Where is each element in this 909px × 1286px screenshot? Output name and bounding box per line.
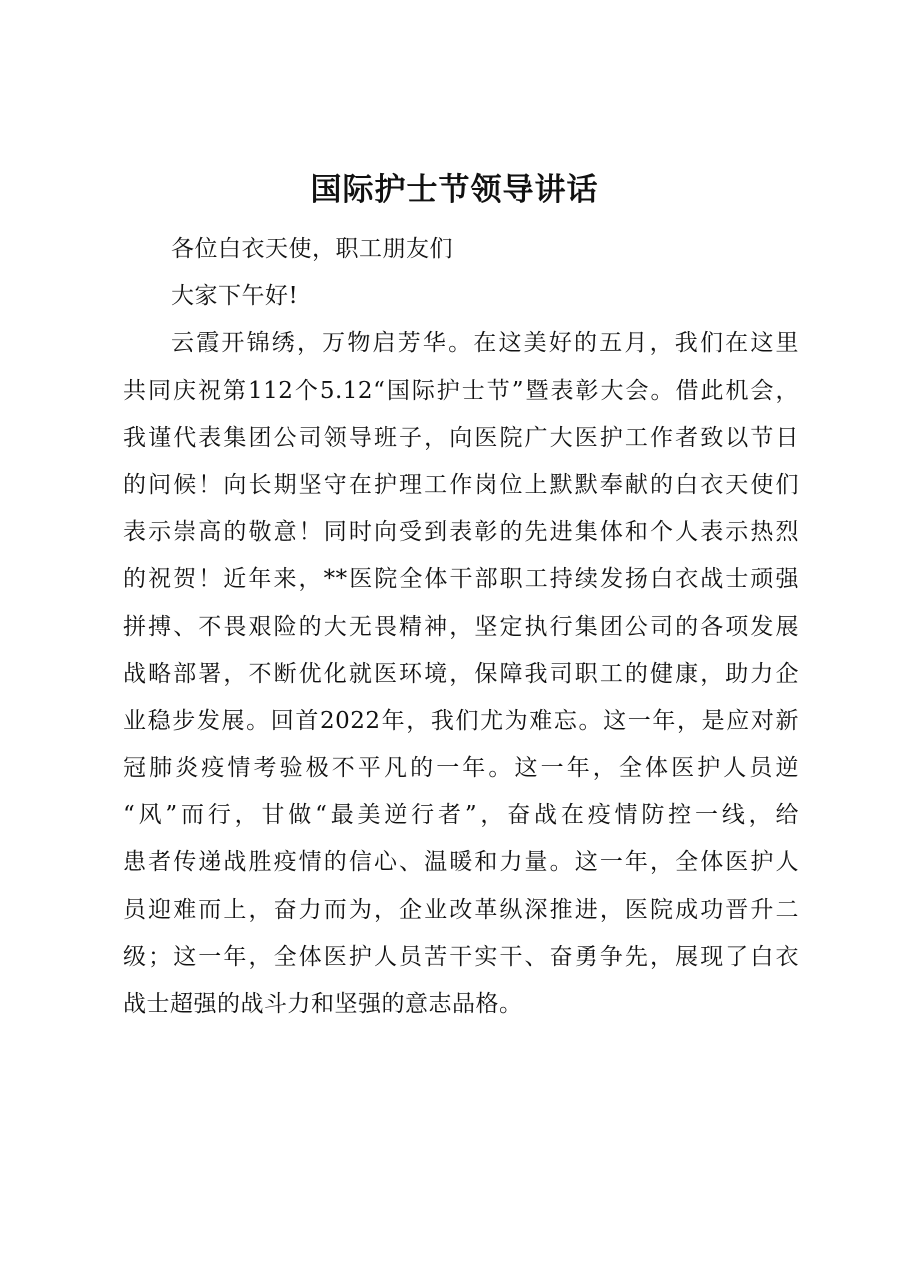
paragraph-line: “风”而行，甘做“最美逆行者”，奋战在疫情防控一线，给: [123, 802, 799, 829]
paragraph-line: 我谨代表集团公司领导班子，向医院广大医护工作者致以节日: [123, 424, 799, 451]
paragraph-line: 战士超强的战斗力和坚强的意志品格。: [123, 991, 523, 1017]
paragraph-line: 拼搏、不畏艰险的大无畏精神，坚定执行集团公司的各项发展: [123, 613, 799, 640]
salutation-line: 各位白衣天使，职工朋友们: [171, 236, 453, 262]
paragraph-line: 员迎难而上，奋力而为，企业改革纵深推进，医院成功晋升二: [123, 896, 799, 923]
paragraph-line: 的祝贺！近年来，**医院全体干部职工持续发扬白衣战士顽强: [123, 566, 799, 593]
paragraph-line: 云霞开锦绣，万物启芳华。在这美好的五月，我们在这里: [171, 330, 799, 357]
paragraph-line: 业稳步发展。回首2022年，我们尤为难忘。这一年，是应对新: [123, 707, 799, 734]
document-body: [123, 226, 799, 1028]
paragraph-line: 表示崇高的敬意！同时向受到表彰的先进集体和个人表示热烈: [123, 519, 799, 546]
paragraph-line: 级；这一年，全体医护人员苦干实干、奋勇争先，展现了白衣: [123, 943, 799, 970]
paragraph-line: 冠肺炎疫情考验极不平凡的一年。这一年，全体医护人员逆: [123, 755, 799, 782]
paragraph-line: 的问候！向长期坚守在护理工作岗位上默默奉献的白衣天使们: [123, 471, 799, 498]
paragraph-line: 战略部署，不断优化就医环境，保障我司职工的健康，助力企: [123, 660, 799, 687]
greeting-line: 大家下午好!: [171, 283, 299, 310]
paragraph-line: 患者传递战胜疫情的信心、温暖和力量。这一年，全体医护人: [123, 849, 799, 876]
paragraph-line: 共同庆祝第112个5.12“国际护士节”暨表彰大会。借此机会，: [123, 377, 799, 404]
document-title: 国际护士节领导讲话: [310, 172, 599, 208]
